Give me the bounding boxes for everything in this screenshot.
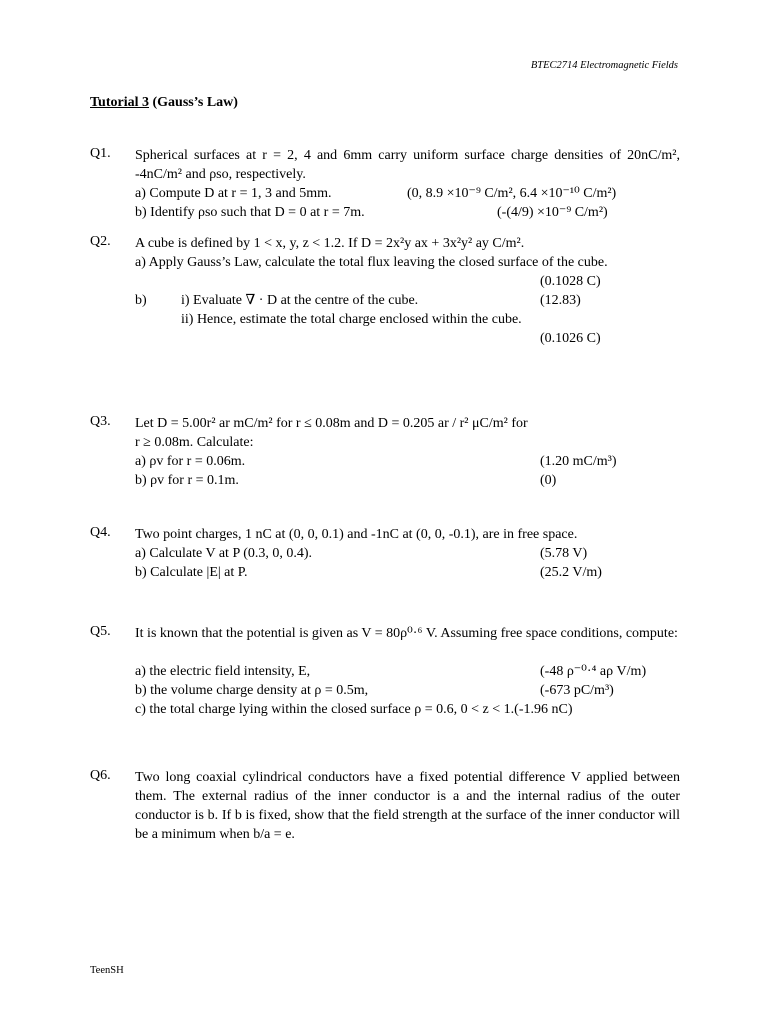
- question-stem: A cube is defined by 1 < x, y, z < 1.2. If D = 2x²y ax + 3x²y² ay C/m².: [135, 236, 525, 251]
- part-text: a) Calculate V at P (0.3, 0, 0.4).: [135, 546, 313, 561]
- question-3: [90, 414, 680, 490]
- question-1: [90, 146, 680, 222]
- part-text: b) ρv for r = 0.1m.: [135, 473, 239, 488]
- answer: (25.2 V/m): [540, 565, 602, 580]
- tutorial-topic: (Gauss’s Law): [149, 95, 238, 110]
- part-text: c) the total charge lying within the closed surface ρ = 0.6, 0 < z < 1.: [135, 702, 515, 717]
- answer: (12.83): [540, 293, 581, 308]
- part-a: [135, 662, 680, 681]
- answer: (-1.96 nC): [514, 702, 573, 717]
- answer: (0, 8.9 ×10⁻⁹ C/m², 6.4 ×10⁻¹⁰ C/m²): [407, 186, 617, 201]
- question-number: Q6.: [90, 768, 111, 783]
- part-text: a) Apply Gauss’s Law, calculate the total flux leaving the closed surface of the cube.: [135, 255, 608, 270]
- part-b-ii: [135, 310, 680, 329]
- answer: (-48 ρ⁻⁰·⁴ aρ V/m): [540, 664, 647, 679]
- question-stem: It is known that the potential is given as V = 80ρ⁰·⁶ V. Assuming free space conditions, compute:: [135, 626, 678, 641]
- part-text: a) the electric field intensity, E,: [135, 664, 311, 679]
- answer: (-673 pC/m³): [540, 683, 614, 698]
- part-text: ii) Hence, estimate the total charge enclosed within the cube.: [181, 312, 522, 327]
- question-stem: Two point charges, 1 nC at (0, 0, 0.1) and -1nC at (0, 0, -0.1), are in free space.: [135, 527, 578, 542]
- author-footer: TeenSH: [90, 965, 124, 976]
- part-b-ii-answer-row: [135, 329, 680, 348]
- part-text: b) the volume charge density at ρ = 0.5m,: [135, 683, 369, 698]
- question-stem-line-2: r ≥ 0.08m. Calculate:: [135, 435, 254, 450]
- answer: (0): [540, 473, 557, 488]
- course-header: BTEC2714 Electromagnetic Fields: [530, 60, 678, 71]
- question-stem-line-1: Let D = 5.00r² ar mC/m² for r ≤ 0.08m and D = 0.205 ar / r² μC/m² for: [135, 416, 528, 431]
- part-a: [135, 452, 680, 471]
- part-b-i: [135, 291, 680, 310]
- question-2: [90, 234, 680, 348]
- question-number: Q3.: [90, 414, 111, 429]
- question-6: [90, 768, 680, 844]
- question-text: Two long coaxial cylindrical conductors have a fixed potential difference V applied between them. The external radius of the inner conductor is a and the internal radius of the outer conductor is b. If b is fixed, show that the field strength at the surface of the inner conductor will be a minimum when b/a = e.: [135, 770, 680, 842]
- part-a-answer-row: [135, 272, 680, 291]
- part-b: [135, 681, 680, 700]
- question-number: Q2.: [90, 234, 111, 249]
- part-text: a) ρv for r = 0.06m.: [135, 454, 246, 469]
- answer: (1.20 mC/m³): [540, 454, 617, 469]
- part-b: [135, 471, 680, 490]
- tutorial-label: Tutorial 3: [90, 95, 149, 110]
- answer: (-(4/9) ×10⁻⁹ C/m²): [497, 205, 608, 220]
- part-text: b) Identify ρso such that D = 0 at r = 7m.: [135, 205, 365, 220]
- part-b: [135, 203, 680, 222]
- part-label: b): [135, 293, 147, 308]
- part-a: [135, 544, 680, 563]
- answer: (5.78 V): [540, 546, 588, 561]
- part-a: [135, 253, 680, 272]
- page-title: [90, 95, 238, 111]
- question-number: Q5.: [90, 624, 111, 639]
- part-a: [135, 184, 680, 203]
- answer: (0.1026 C): [540, 331, 601, 346]
- question-number: Q1.: [90, 146, 111, 161]
- question-stem: Spherical surfaces at r = 2, 4 and 6mm carry uniform surface charge densities of 20nC/m², -4nC/m² and ρso, respectively.: [135, 148, 680, 182]
- part-text: a) Compute D at r = 1, 3 and 5mm.: [135, 186, 332, 201]
- answer: (0.1028 C): [540, 274, 601, 289]
- part-c: [135, 700, 680, 719]
- question-4: [90, 525, 680, 582]
- part-text: i) Evaluate ∇ · D at the centre of the cube.: [181, 293, 419, 308]
- question-number: Q4.: [90, 525, 111, 540]
- part-b: [135, 563, 680, 582]
- part-text: b) Calculate |E| at P.: [135, 565, 248, 580]
- question-5: [90, 624, 680, 719]
